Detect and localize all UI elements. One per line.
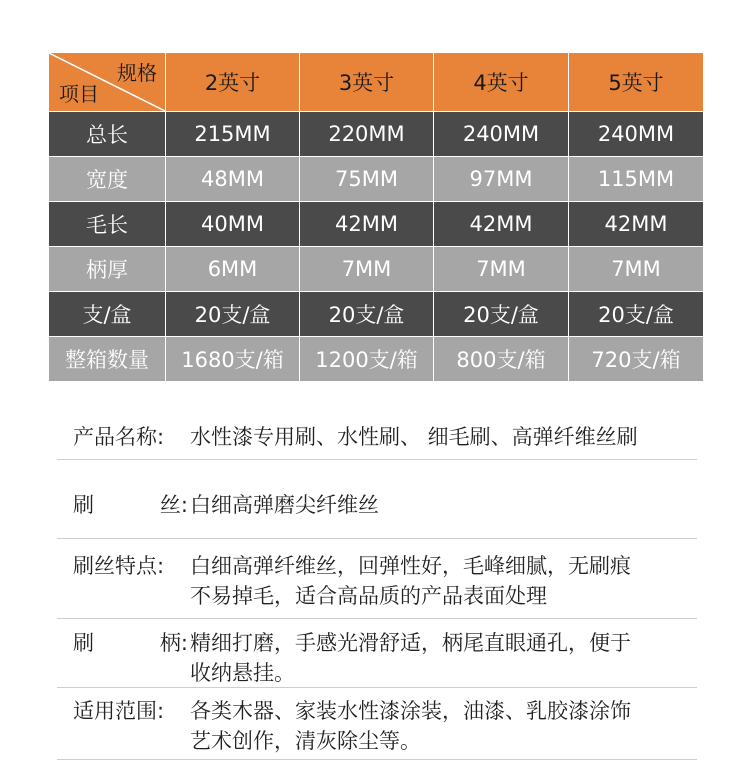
table-cell: 42MM xyxy=(300,202,434,247)
info-value-line: 白细高弹磨尖纤维丝 xyxy=(190,493,379,517)
table-corner-cell xyxy=(49,53,166,112)
info-value-line: 白细高弹纤维丝，回弹性好，毛峰细腻，无刷痕 xyxy=(190,554,631,578)
corner-item-label: 项目 xyxy=(59,82,99,106)
table-cell: 48MM xyxy=(166,157,300,202)
table-cell: 1680支/箱 xyxy=(166,337,300,382)
info-label xyxy=(57,628,188,687)
table-cell: 115MM xyxy=(569,157,704,202)
spec-table xyxy=(48,52,704,382)
table-cell: 20支/盒 xyxy=(434,292,569,337)
info-value-line: 水性漆专用刷、水性刷、 细毛刷、高弹纤维丝刷 xyxy=(190,425,638,449)
size-header-2in: 2英寸 xyxy=(166,53,300,112)
table-cell: 40MM xyxy=(166,202,300,247)
row-label: 毛长 xyxy=(49,202,166,247)
info-value-line: 各类木器、家装水性漆涂装，油漆、乳胶漆涂饰 xyxy=(190,699,631,723)
table-cell: 20支/盒 xyxy=(569,292,704,337)
info-label-text: 丝: xyxy=(159,493,188,517)
info-value-line: 不易掉毛，适合高品质的产品表面处理 xyxy=(190,584,547,608)
info-label xyxy=(57,422,188,459)
table-cell: 7MM xyxy=(300,247,434,292)
product-info-list xyxy=(57,410,697,760)
info-label-text: 刷 xyxy=(73,631,94,655)
table-row-total-length xyxy=(49,112,704,157)
table-row-bristle-length xyxy=(49,202,704,247)
table-cell: 1200支/箱 xyxy=(300,337,434,382)
info-row-features xyxy=(57,539,697,619)
info-value xyxy=(188,628,697,687)
table-cell: 7MM xyxy=(434,247,569,292)
row-label: 总长 xyxy=(49,112,166,157)
info-label-text: 产品名称: xyxy=(73,425,165,449)
table-cell: 240MM xyxy=(434,112,569,157)
row-label: 支/盒 xyxy=(49,292,166,337)
info-label xyxy=(57,696,188,759)
info-row-product-name xyxy=(57,410,697,460)
table-cell: 97MM xyxy=(434,157,569,202)
info-value-line: 收纳悬挂。 xyxy=(190,661,295,685)
table-cell: 215MM xyxy=(166,112,300,157)
table-row-width xyxy=(49,157,704,202)
table-row-per-carton xyxy=(49,337,704,382)
table-cell: 800支/箱 xyxy=(434,337,569,382)
info-value xyxy=(188,551,697,618)
info-value-line: 精细打磨，手感光滑舒适，柄尾直眼通孔，便于 xyxy=(190,631,631,655)
info-row-usage xyxy=(57,688,697,760)
row-label: 整箱数量 xyxy=(49,337,166,382)
table-cell: 42MM xyxy=(569,202,704,247)
table-cell: 220MM xyxy=(300,112,434,157)
table-cell: 720支/箱 xyxy=(569,337,704,382)
info-value xyxy=(188,696,697,759)
info-label xyxy=(57,551,188,618)
table-cell: 20支/盒 xyxy=(300,292,434,337)
row-label: 柄厚 xyxy=(49,247,166,292)
table-row-handle-thickness xyxy=(49,247,704,292)
table-header-row xyxy=(49,53,704,112)
table-cell: 7MM xyxy=(569,247,704,292)
table-row-per-box xyxy=(49,292,704,337)
info-label-text: 刷 xyxy=(73,493,94,517)
info-row-bristle xyxy=(57,460,697,539)
info-label-text: 刷丝特点: xyxy=(73,554,165,578)
info-row-handle xyxy=(57,619,697,688)
table-cell: 75MM xyxy=(300,157,434,202)
corner-spec-label: 规格 xyxy=(117,61,157,85)
info-value xyxy=(188,490,697,538)
row-label: 宽度 xyxy=(49,157,166,202)
table-cell: 6MM xyxy=(166,247,300,292)
info-label xyxy=(57,490,188,538)
size-header-3in: 3英寸 xyxy=(300,53,434,112)
size-header-5in: 5英寸 xyxy=(569,53,704,112)
table-cell: 240MM xyxy=(569,112,704,157)
info-value xyxy=(188,422,697,459)
info-label-text: 柄: xyxy=(159,631,188,655)
table-cell: 42MM xyxy=(434,202,569,247)
size-header-4in: 4英寸 xyxy=(434,53,569,112)
info-label-text: 适用范围: xyxy=(73,699,165,723)
info-value-line: 艺术创作，清灰除尘等。 xyxy=(190,729,421,753)
table-cell: 20支/盒 xyxy=(166,292,300,337)
